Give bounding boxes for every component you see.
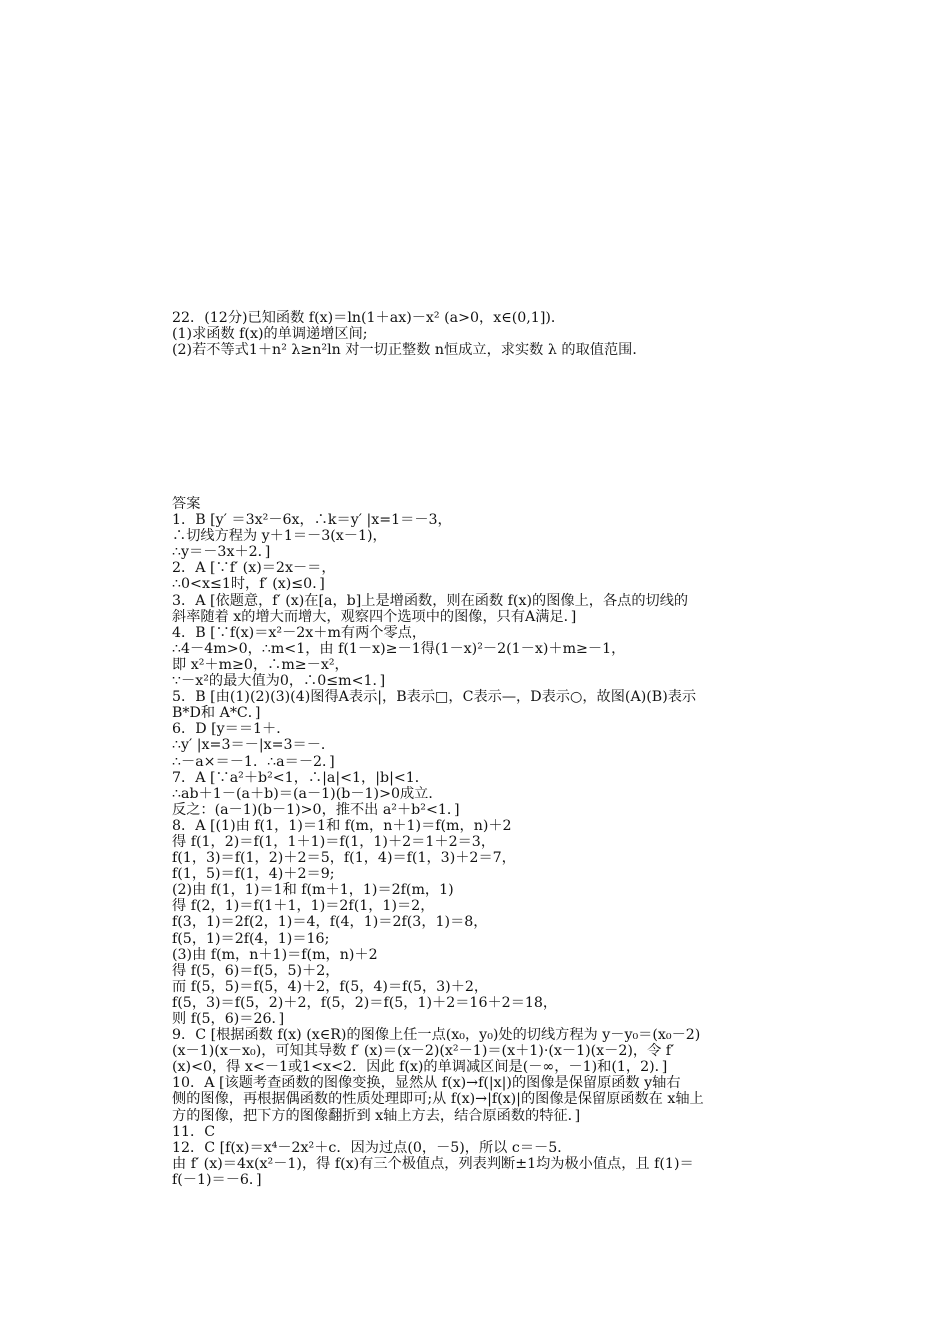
answer-line: 得 f(5，6)＝f(5，5)＋2， [172, 962, 340, 979]
answer-section [172, 496, 812, 1188]
answer-line: 斜率随着 x的增大而增大，观察四个选项中的图像，只有A满足．] [172, 608, 577, 625]
answer-line: 即 x²＋m≥0，∴m≥－x²， [172, 656, 349, 673]
answer-line: 得 f(2，1)＝f(1＋1，1)＝2f(1，1)＝2， [172, 898, 435, 915]
answer-line: (2)由 f(1，1)＝1和 f(m＋1，1)＝2f(m，1) [172, 882, 454, 899]
answer-line: ∴y′ |x=3＝－|x=3＝－． [172, 737, 336, 754]
answer-line: 方的图像，把下方的图像翻折到 x轴上方去，结合原函数的特征．] [172, 1107, 581, 1124]
answer-line: 而 f(5，5)＝f(5，4)＋2，f(5，4)＝f(5，3)＋2， [172, 978, 489, 995]
answer-lines [172, 512, 812, 1188]
problem-22 [172, 310, 812, 358]
answer-line: f(－1)＝－6．] [172, 1171, 262, 1188]
answer-line: 得 f(1，2)＝f(1，1＋1)＝f(1，1)＋2＝1＋2＝3， [172, 833, 496, 850]
answer-line: 4．B [∵f(x)＝x²－2x＋m有两个零点， [172, 624, 427, 641]
answer-line: ∴切线方程为 y＋1＝－3(x－1)， [172, 528, 387, 545]
answer-line: ∴y＝－3x＋2．] [172, 544, 271, 561]
answer-line: 10．A [该题考查函数的图像变换，显然从 f(x)→f(|x|)的图像是保留原函数 y轴右 [172, 1075, 681, 1092]
answer-line: 由 f′ (x)＝4x(x²－1)，得 f(x)有三个极值点，列表判断±1均为极小值点，且 f(1)＝ [172, 1155, 694, 1172]
answer-line: 5．B [由(1)(2)(3)(4)图得A表示|，B表示□，C表示—，D表示○，故图(A)(B)表示 [172, 689, 697, 706]
answer-line: 8．A [(1)由 f(1，1)＝1和 f(m，n＋1)＝f(m，n)＋2 [172, 817, 512, 834]
answer-line: f(3，1)＝2f(2，1)＝4，f(4，1)＝2f(3，1)＝8， [172, 914, 488, 931]
answer-line: f(5，3)＝f(5，2)＋2，f(5，2)＝f(5，1)＋2＝16＋2＝18， [172, 994, 558, 1011]
answer-line: 6．D [y＝＝1＋． [172, 721, 291, 738]
answer-line: ∵－x²的最大值为0，∴0≤m<1．] [172, 673, 386, 690]
answer-line: 12．C [f(x)＝x⁴－2x²＋c．因为过点(0，－5)，所以 c＝－5． [172, 1139, 572, 1156]
answer-line: 3．A [依题意，f′ (x)在[a，b]上是增函数，则在函数 f(x)的图像上，各点的切线的 [172, 592, 689, 609]
answer-line: (3)由 f(m，n＋1)＝f(m，n)＋2 [172, 946, 378, 963]
answer-line: f(1，5)＝f(1，4)＋2＝9; [172, 866, 335, 883]
answer-line: 2．A [∵f′ (x)＝2x－＝， [172, 560, 336, 577]
answer-line: 9．C [根据函数 f(x) (x∈R)的图像上任一点(x₀，y₀)处的切线方程为 y－y₀＝(x₀－2) [172, 1027, 701, 1044]
answer-line: B*D和 A*C．] [172, 705, 261, 722]
problem-statement: 22．(12分)已知函数 f(x)＝ln(1＋ax)－x² (a>0，x∈(0,1])． [172, 310, 566, 326]
answer-line: 则 f(5，6)＝26．] [172, 1011, 285, 1027]
answer-line: 反之：(a－1)(b－1)>0，推不出 a²＋b²<1．] [172, 801, 460, 818]
problem-part-2: (2)若不等式1＋n² λ≥n²ln 对一切正整数 n恒成立，求实数 λ 的取值范围． [172, 342, 647, 359]
answer-line: f(1，3)＝f(1，2)＋2＝5，f(1，4)＝f(1，3)＋2＝7， [172, 850, 516, 867]
answer-line: 1．B [y′ ＝3x²－6x，∴k＝y′ |x=1＝－3， [172, 512, 452, 529]
answer-line: (x)<0，得 x<－1或1<x<2．因此 f(x)的单调减区间是(－∞，－1)和(1，2)．] [172, 1059, 668, 1076]
answer-heading: 答案 [172, 496, 201, 512]
answer-line: 侧的图像，再根据偶函数的性质处理即可;从 f(x)→|f(x)|的图像是保留原函数在 x轴上 [172, 1091, 704, 1108]
answer-line: f(5，1)＝2f(4，1)＝16; [172, 930, 330, 947]
answer-line: 11．C [172, 1123, 216, 1140]
answer-line: 7．A [∵a²＋b²<1，∴|a|<1，|b|<1． [172, 769, 429, 786]
answer-line: ∴0<x≤1时，f′ (x)≤0．] [172, 576, 325, 593]
answer-line: (x－1)(x－x₀)，可知其导数 f′ (x)＝(x－2)(x²－1)＝(x＋1)·(x－1)(x－2)，令 f′ [172, 1043, 675, 1060]
problem-part-1: (1)求函数 f(x)的单调递增区间; [172, 326, 368, 343]
answer-line: ∴－a×＝－1．∴a＝－2．] [172, 753, 335, 770]
answer-line: ∴4－4m>0，∴m<1，由 f(1－x)≥－1得(1－x)²－2(1－x)＋m≥－1， [172, 640, 626, 657]
answer-line: ∴ab＋1－(a＋b)＝(a－1)(b－1)>0成立． [172, 785, 443, 802]
